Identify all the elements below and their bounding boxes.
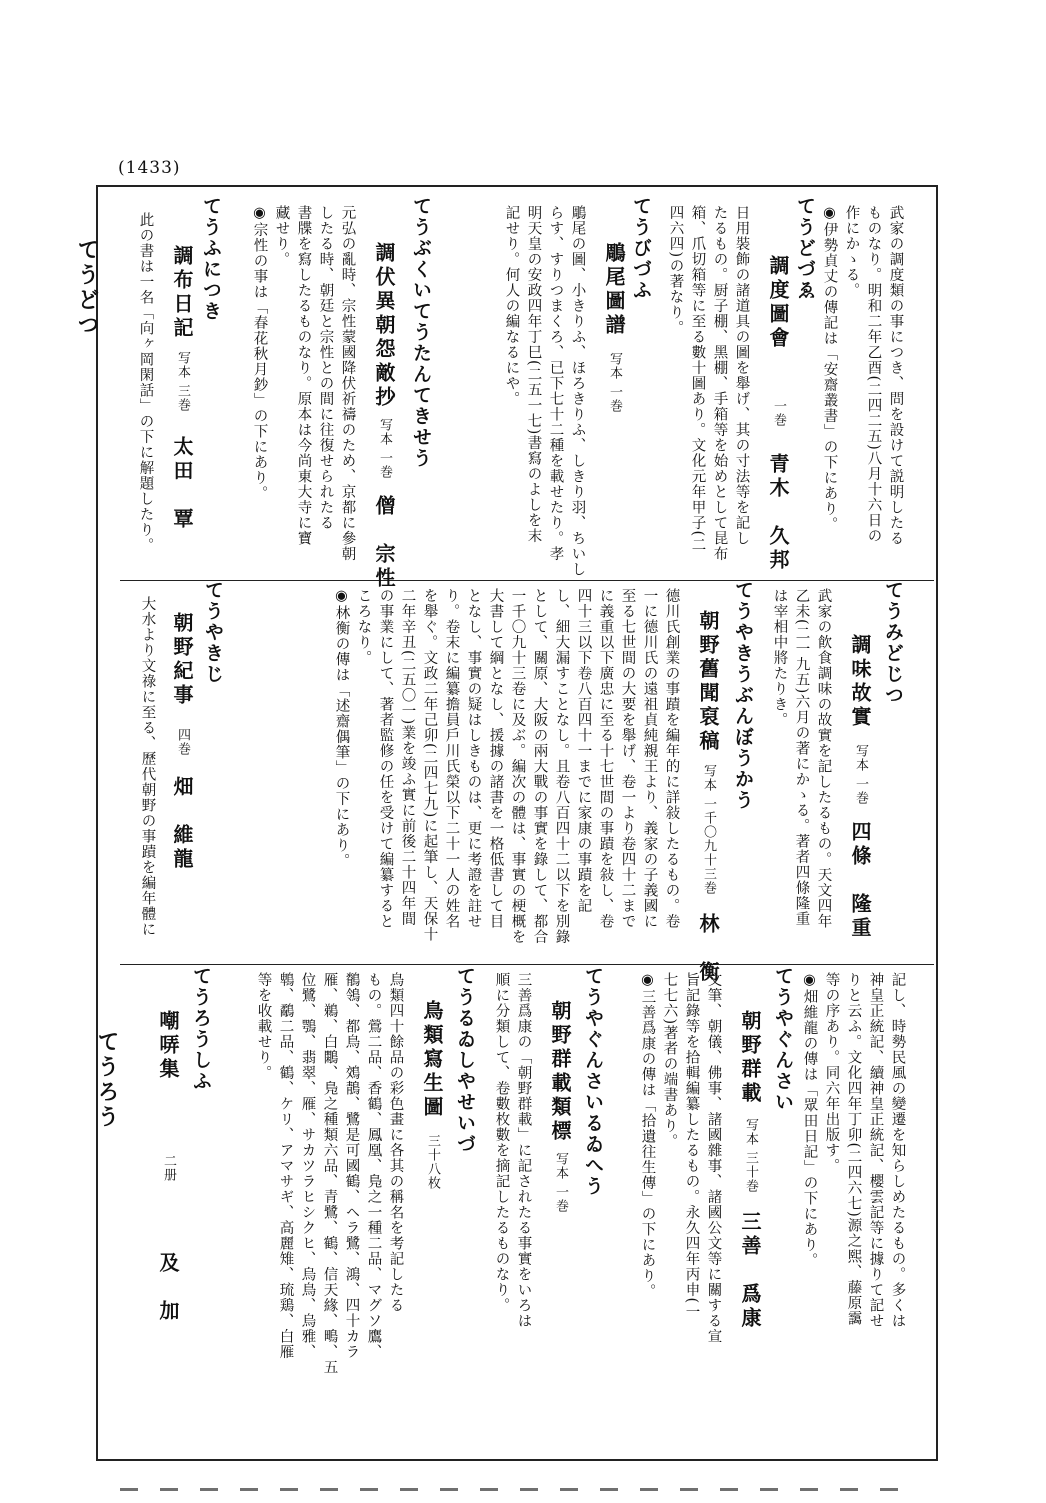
- entry-author: 三善 爲康: [738, 1211, 762, 1332]
- body-line: の事業にして、著者監修の任を受けて編纂すると: [377, 588, 394, 929]
- entry-heading: てうやぐんさいるゐへう: [582, 966, 604, 1197]
- body-line: ころなり。: [355, 588, 372, 666]
- entry-volume: 写本 一巻: [607, 352, 622, 414]
- body-line: ◉畑維龍の傳は「眾田日記」の下にあり。: [801, 972, 818, 1268]
- entry-volume: 四巻: [175, 728, 190, 756]
- entry-title: 調味故實: [848, 634, 872, 730]
- body-line: 位鷺、鶚、翡翠、雁、サカツラヒシクヒ、烏鳥、烏雅、: [299, 972, 316, 1360]
- entry-heading: てうるゐしやせいづ: [454, 966, 476, 1155]
- entry-volume: 写本 一巻: [553, 1152, 568, 1214]
- running-header: てうろう: [94, 1030, 120, 1130]
- entry-volume: 写本 一巻: [377, 418, 392, 480]
- entry-title: 朝野群載: [738, 1010, 762, 1106]
- entry-author: 林 衡: [696, 913, 720, 986]
- body-line: 等の序あり。同六年出版す。: [823, 972, 840, 1174]
- body-line: 明天皇の安政四年丁巳(二五一七)書寫のよしを末: [525, 205, 542, 544]
- entry-author: 畑 維龍: [170, 776, 194, 872]
- body-line: 二年辛丑(二五〇一)業を竣ふ實に前後二十四年間: [399, 588, 416, 927]
- body-line: 三善爲康の「朝野群載」に記されたる事實をいろは: [515, 972, 532, 1329]
- body-line: 文筆、朝儀、佛事、諸國雜事、諸國公文等に關する宣: [705, 972, 722, 1344]
- body-line: したる時、朝廷と宗性との間に往復せられたる: [317, 205, 334, 531]
- entry-title-block: [154, 1010, 183, 1324]
- section-divider: [120, 580, 934, 581]
- body-line: 四十三以下卷八百四十一までに家康の事蹟を記: [575, 588, 592, 914]
- entry-heading: てうやきうぶんぼうかう: [732, 580, 754, 811]
- body-line: 七七六)著者の端書あり。: [661, 972, 678, 1150]
- entry-volume: 写本 三巻: [175, 351, 190, 413]
- body-line: ◉林衡の傳は「述齋偶筆」の下にあり。: [333, 588, 350, 869]
- body-line: らす、すりつまくろ、已下七十二種を載せたり。孝: [547, 205, 564, 562]
- entry-volume: 写本 一巻: [853, 744, 868, 806]
- body-line: 藏せり。: [273, 205, 290, 267]
- entry-heading: てうみどじつ: [882, 580, 904, 706]
- entry-heading: てうぶくいてうたんてきせう: [410, 196, 432, 469]
- body-line: 武家の調度類の事につき、問を設けて説明したる: [887, 205, 904, 546]
- body-line: 四六四)の著なり。: [667, 205, 684, 336]
- entry-author: 及 加: [156, 1252, 180, 1324]
- entry-title-block: [168, 245, 197, 532]
- body-line: 德川氏創業の事蹟を編年的に詳敍したるもの。卷: [663, 588, 680, 929]
- body-line: ◉伊勢貞丈の傳記は「安齋叢書」の下にあり。: [821, 205, 838, 532]
- body-line: 日用裝飾の諸道具の圖を舉げ、其の寸法等を記し: [733, 205, 750, 546]
- scan-edge-marks: [120, 1488, 920, 1491]
- body-line: 鳥類四十餘品の彩色畫に各其の稱名を考記したる: [387, 972, 404, 1313]
- entry-title: 嘲哢集: [156, 1010, 180, 1082]
- entry-volume: 二册: [161, 1154, 176, 1182]
- body-line: たるもの。厨子棚、黑棚、手箱等を始めとして昆布: [711, 205, 728, 562]
- entry-heading: てうふにつき: [200, 196, 222, 322]
- entry-title-block: [846, 634, 875, 941]
- body-line: 一に德川氏の遠祖貞純親王より、義家の子義國に: [641, 588, 658, 929]
- entry-heading: てうびづふ: [630, 196, 652, 301]
- entry-title-block: [168, 612, 197, 872]
- section-divider: [120, 964, 934, 965]
- body-line: を舉ぐ。文政二年己卯(二四七九)に起筆し、天保十: [421, 588, 438, 943]
- entry-heading: てうどづゑ: [794, 196, 816, 301]
- entry-title: 調伏異朝怨敵抄: [372, 242, 396, 410]
- body-line: もの。鶯二品、香鶴、鳳凰、鳬之一種二品、マグソ鷹、: [365, 972, 382, 1360]
- body-line: ◉三善爲康の傳は「拾遺往生傳」の下にあり。: [639, 972, 656, 1299]
- body-line: として、關原、大阪の兩大戰の事實を錄して、都合: [531, 588, 548, 945]
- body-line: 武家の飮食調味の故實を記したるもの。天文四年: [815, 588, 832, 929]
- entry-author: 僧 宗性: [372, 495, 396, 592]
- body-line: 乙未(二一九五)六月の著にかゝる。著者四條隆重: [793, 588, 810, 927]
- body-line: し、細大漏すことなし。且卷八百四十二以下を別錄: [553, 588, 570, 945]
- page-number: (1433): [118, 158, 181, 178]
- entry-heading: てうやぐんさい: [772, 966, 794, 1113]
- entry-title: 朝野舊聞裒稿: [696, 610, 720, 754]
- body-line: 順に分類して、卷數枚數を摘記したるものなり。: [493, 972, 510, 1313]
- body-line: は宰相中將たりき。: [771, 588, 788, 728]
- entry-volume: 一巻: [771, 399, 786, 427]
- entry-author: 青木 久邦: [766, 453, 790, 573]
- entry-title: 鵰尾圖譜: [602, 242, 626, 338]
- entry-title-block: [546, 1000, 575, 1213]
- entry-author: 四條 隆重: [848, 821, 872, 942]
- body-line: 元弘の亂時、宗性蒙國降伏祈禱のため、京都に參朝: [339, 205, 356, 562]
- running-header: てうどつ: [74, 238, 100, 338]
- body-line: ものなり。明和二年乙酉(二四二五)八月十六日の: [865, 205, 882, 544]
- body-line: 大水より文祿に至る、歷代朝野の事蹟を編年體に: [139, 596, 156, 937]
- entry-heading: てうろうしふ: [190, 966, 212, 1092]
- body-line: ◉宗性の事は「春花秋月鈔」の下にあり。: [251, 205, 268, 501]
- body-line: 記し、時勢民風の變遷を知らしめたるもの。多くは: [889, 972, 906, 1329]
- body-line: となし、事實の疑はしきものは、更に考證を註せ: [465, 588, 482, 929]
- body-line: 鶺鴒、都鳥、鵁鶄、鷺是可國鶴、ヘラ鷺、鴻、四十カラ: [343, 972, 360, 1360]
- body-line: に義重以下廣忠に至る十七世間の事蹟を敍し、卷: [597, 588, 614, 929]
- entry-title-block: [694, 610, 723, 985]
- body-line: 一千〇九十三卷に及ぶ。編次の體は、事實の梗概を: [509, 588, 526, 945]
- entry-author: 太田 覃: [170, 436, 194, 533]
- body-line: 此の書は一名「向ヶ岡閑話」の下に解題したり。: [137, 212, 154, 553]
- body-line: 等を收載せり。: [255, 972, 272, 1081]
- body-line: 雁、鵜、白鷴、鳬之種類六品、青鷺、鶴、信天緣、鴫、五: [321, 972, 338, 1375]
- body-line: り。卷末に編纂擔員戶川氏榮以下二十一人の姓名: [443, 588, 460, 929]
- body-line: 作にかゝる。: [843, 205, 860, 298]
- body-line: 鵯、鷸二品、鶴、ケリ、アマサギ、高麗雉、琉鶏、白雁: [277, 972, 294, 1360]
- body-line: りと云ふ。文化四年丁卯(二四六七)源之熙、藤原靄: [845, 972, 862, 1327]
- body-line: 神皇正統記、續神皇正統記、櫻雲記等に據りて記せ: [867, 972, 884, 1329]
- entry-title-block: [600, 242, 629, 413]
- body-line: 旨記錄等を拾輯編纂したるもの。永久四年丙申(一: [683, 972, 700, 1320]
- entry-heading: てうやきじ: [202, 580, 224, 685]
- body-line: 至る七世間の大要を舉げ、卷一より卷四十二まで: [619, 588, 636, 929]
- body-line: 書牒を寫したるものなり。原本は今尚東大寺に寶: [295, 205, 312, 546]
- body-line: 鵰尾の圖、小きりふ、ほろきりふ、しきり羽、ちいし: [569, 205, 586, 577]
- entry-title: 調布日記: [170, 245, 194, 341]
- entry-title: 調度圖會: [766, 255, 790, 351]
- entry-title: 朝野紀事: [170, 612, 194, 708]
- entry-title: 朝野群載類標: [548, 1000, 572, 1144]
- entry-title-block: [764, 255, 793, 573]
- entry-title: 鳥類寫生圖: [420, 1000, 444, 1120]
- entry-title-block: [736, 1010, 765, 1331]
- body-line: 大書して綱となし、援據の諸書を一格低書して目: [487, 588, 504, 929]
- entry-volume: 写本 一千〇九十三巻: [701, 764, 716, 896]
- entry-volume: 写本 三十巻: [743, 1118, 758, 1194]
- entry-title-block: [418, 1000, 447, 1190]
- body-line: 記せり。何人の編なるにや。: [503, 205, 520, 407]
- entry-volume: 三十八枚: [425, 1134, 440, 1190]
- entry-title-block: [370, 242, 399, 591]
- body-line: 箱、爪切箱等に至る數十圖あり。文化元年甲子(二: [689, 205, 706, 553]
